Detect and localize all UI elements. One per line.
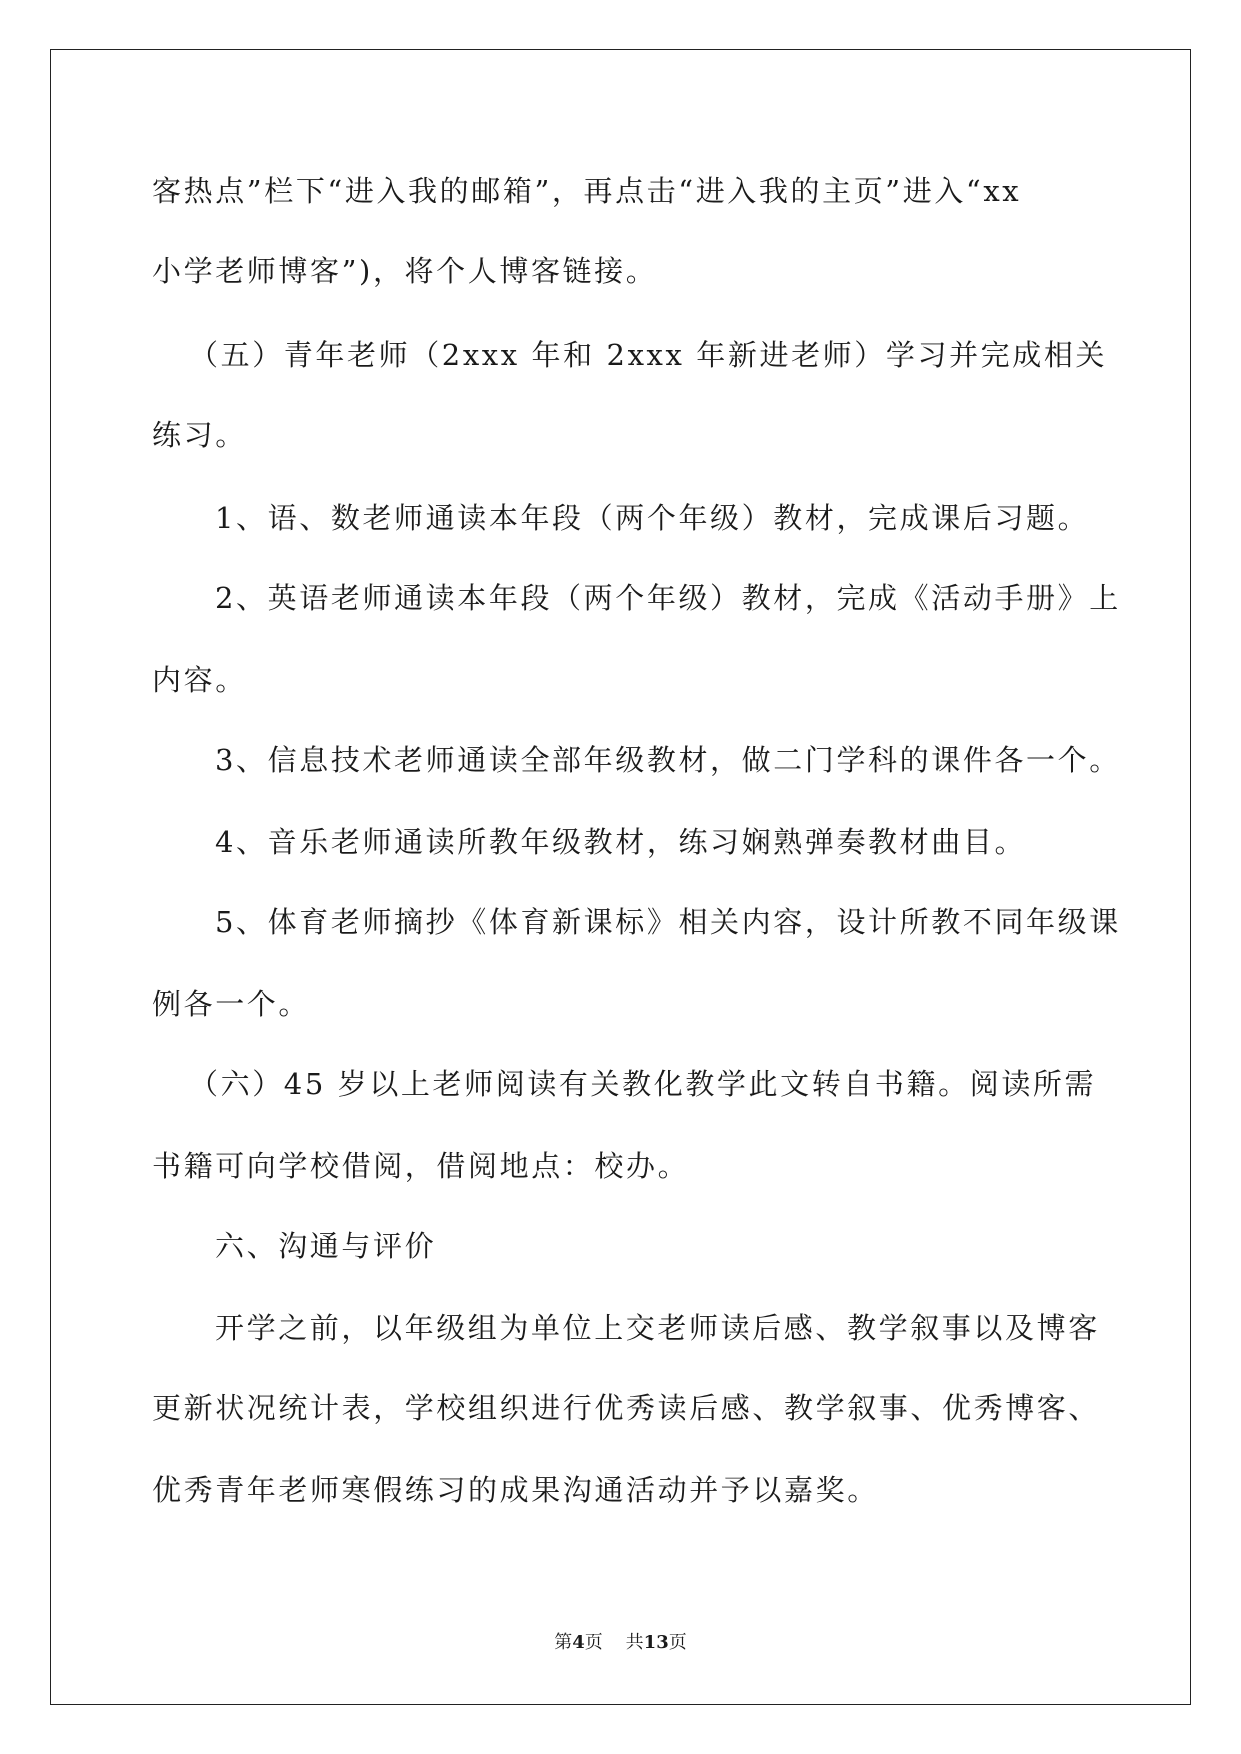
page-footer (0, 1632, 1241, 1654)
text-line: 例各一个。 (152, 987, 311, 1021)
text-line: 5、体育老师摘抄《体育新课标》相关内容，设计所教不同年级课 (215, 905, 1121, 939)
text-line: （六）45 岁以上老师阅读有关教化教学此文转自书籍。阅读所需 (189, 1067, 1097, 1101)
footer-page-number: 4 (572, 1632, 585, 1653)
text-line: 客热点”栏下“进入我的邮箱”，再点击“进入我的主页”进入“xx (152, 174, 1022, 208)
section-heading: 六、沟通与评价 (215, 1229, 437, 1263)
page-border (50, 49, 1191, 1705)
text-line: 书籍可向学校借阅，借阅地点：校办。 (152, 1149, 690, 1183)
text-line: 小学老师博客”)，将个人博客链接。 (152, 254, 658, 288)
footer-total-pages: 13 (643, 1632, 669, 1653)
text-line: （五）青年老师（2xxx 年和 2xxx 年新进老师）学习并完成相关 (189, 338, 1108, 372)
footer-page-suffix: 页 (584, 1632, 603, 1653)
footer-prefix: 第 (554, 1632, 573, 1653)
text-line: 1、语、数老师通读本年段（两个年级）教材，完成课后习题。 (215, 501, 1090, 535)
text-line: 3、信息技术老师通读全部年级教材，做二门学科的课件各一个。 (215, 743, 1121, 777)
text-line: 开学之前，以年级组为单位上交老师读后感、教学叙事以及博客 (215, 1311, 1100, 1345)
text-line: 练习。 (152, 418, 247, 452)
footer-total-suffix: 页 (668, 1632, 687, 1653)
footer-total-prefix: 共 (625, 1632, 644, 1653)
text-line: 2、英语老师通读本年段（两个年级）教材，完成《活动手册》上 (215, 581, 1121, 615)
text-line: 更新状况统计表，学校组织进行优秀读后感、教学叙事、优秀博客、 (152, 1391, 1101, 1425)
text-line: 内容。 (152, 663, 247, 697)
text-line: 优秀青年老师寒假练习的成果沟通活动并予以嘉奖。 (152, 1473, 879, 1507)
text-line: 4、音乐老师通读所教年级教材，练习娴熟弹奏教材曲目。 (215, 825, 1027, 859)
